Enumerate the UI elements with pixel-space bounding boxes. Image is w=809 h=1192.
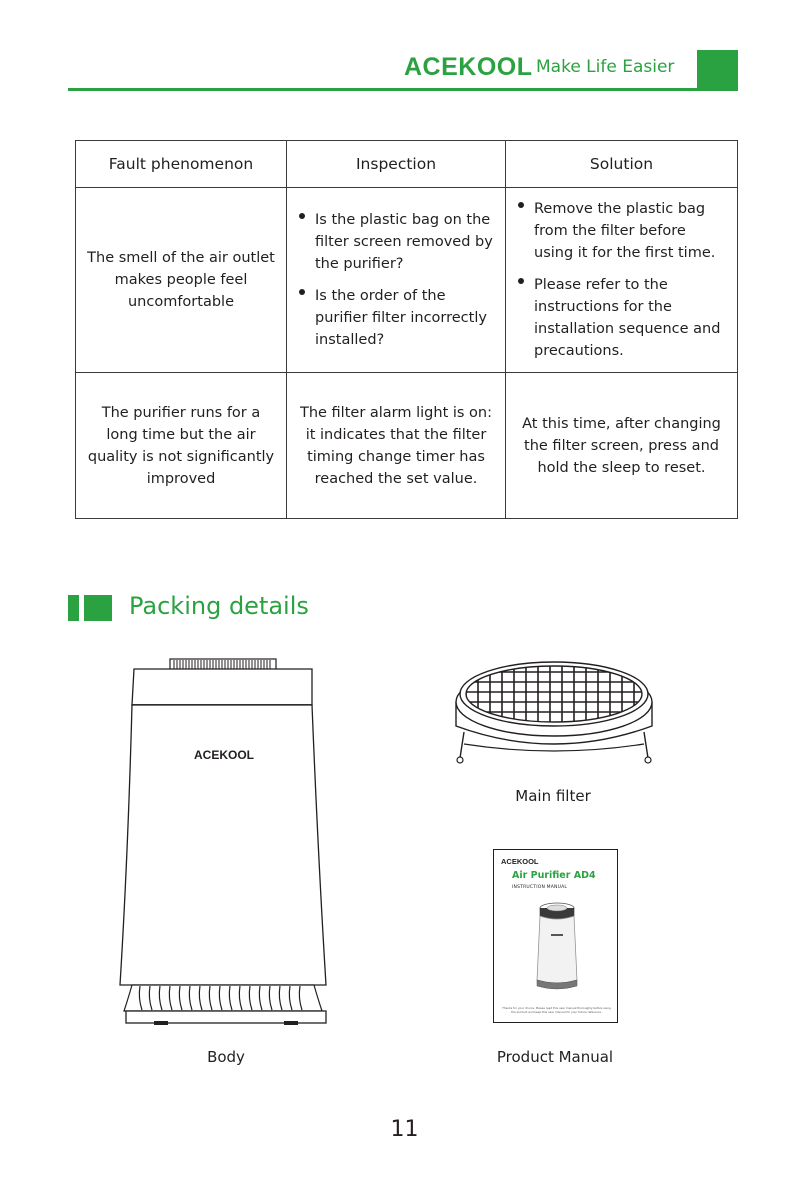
header-rule	[68, 88, 738, 91]
solution-cell: At this time, after changing the filter screen, press and hold the sleep to reset.	[506, 373, 738, 519]
purifier-body-illustration	[112, 655, 334, 1027]
list-item-text: Is the order of the purifier filter incorrectly installed?	[315, 288, 487, 348]
table-header-row	[76, 141, 738, 188]
bullet-icon	[299, 289, 305, 295]
list-item-text: Is the plastic bag on the filter screen removed by the purifier?	[315, 212, 493, 272]
header-fault: Fault phenomenon	[76, 141, 287, 188]
filter-caption: Main filter	[515, 787, 591, 805]
list-item	[299, 209, 497, 275]
header-accent-block	[697, 50, 738, 91]
brand-slogan: Make Life Easier	[536, 57, 675, 77]
bullet-icon	[299, 213, 305, 219]
inspection-cell	[287, 188, 506, 373]
brand-logo: ACEKOOL	[404, 53, 533, 81]
section-marker	[84, 595, 112, 621]
bullet-icon	[518, 202, 524, 208]
inspection-list	[287, 209, 505, 351]
solution-list	[506, 198, 737, 362]
table-row	[76, 373, 738, 519]
list-item	[518, 274, 729, 362]
list-item	[518, 198, 729, 264]
list-item-text: Please refer to the instructions for the installation sequence and precautions.	[534, 277, 721, 359]
troubleshooting-table	[75, 140, 738, 519]
section-title: Packing details	[129, 592, 309, 620]
list-item	[299, 285, 497, 351]
table-row	[76, 188, 738, 373]
header-inspection: Inspection	[287, 141, 506, 188]
section-marker	[68, 595, 79, 621]
manual-subtitle: INSTRUCTION MANUAL	[512, 885, 568, 890]
manual-fine-print: Thanks for your choice. Please read this user manual thoroughly before using the product and keep this user manual for your future reference.	[502, 1006, 611, 1014]
manual-caption: Product Manual	[496, 1048, 614, 1066]
manual-logo: ACEKOOL	[501, 857, 539, 866]
inspection-cell: The filter alarm light is on: it indicates that the filter timing change timer has reached the set value.	[287, 373, 506, 519]
body-logo: ACEKOOL	[194, 748, 254, 762]
main-filter-illustration	[452, 654, 656, 770]
list-item-text: Remove the plastic bag from the filter before using it for the first time.	[534, 201, 716, 261]
product-manual-illustration	[493, 849, 618, 1023]
fault-cell: The purifier runs for a long time but the air quality is not significantly improved	[76, 373, 287, 519]
manual-purifier-icon	[534, 900, 580, 992]
bullet-icon	[518, 278, 524, 284]
manual-title: Air Purifier AD4	[512, 870, 596, 881]
page-number: 11	[390, 1117, 419, 1142]
solution-cell	[506, 188, 738, 373]
fault-cell: The smell of the air outlet makes people feel uncomfortable	[76, 188, 287, 373]
body-caption: Body	[207, 1048, 245, 1066]
header-solution: Solution	[506, 141, 738, 188]
